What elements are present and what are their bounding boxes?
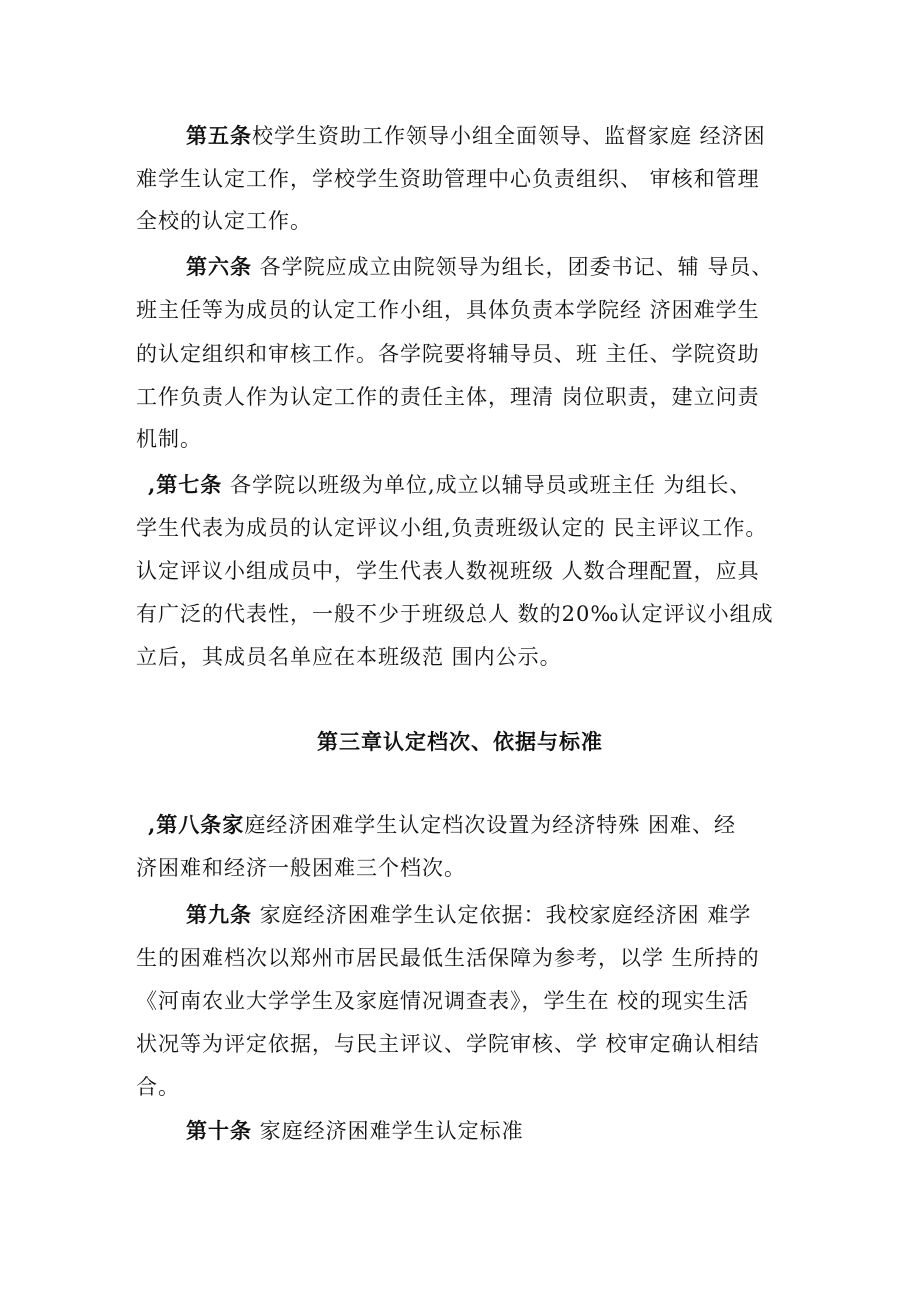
article-9-label: 第九条 [186, 902, 252, 927]
article-5-line-2: 难学生认定工作，学校学生资助管理中心负责组织、 审核和管理 [136, 167, 760, 191]
article-6-line-3: 的认定组织和审核工作。各学院要将辅导员、班 主任、学院资助 [136, 342, 760, 366]
article-6-line-1: 第六条 各学院应成立由院领导为组长，团委书记、辅 导员、 [186, 254, 774, 279]
article-8-label: ,第八条家 [148, 812, 245, 837]
article-9-line-1: 第九条 家庭经济困难学生认定依据：我校家庭经济困 难学 [186, 902, 752, 927]
article-9-line-5: 合。 [136, 1075, 180, 1099]
article-5-line-3: 全校的认定工作。 [136, 209, 312, 233]
article-6-label: 第六条 [186, 254, 252, 279]
article-6-line-5: 机制。 [136, 427, 202, 451]
article-10-line-1: 第十条 家庭经济困难学生认定标准 [186, 1118, 524, 1143]
article-8-line-1: ,第八条家庭经济困难学生认定档次设置为经济特殊 困难、经 [148, 812, 736, 837]
article-6-line-2: 班主任等为成员的认定工作小组，具体负责本学院经 济困难学生 [136, 298, 760, 322]
chapter-3-heading: 第三章认定档次、依据与标准 [317, 729, 603, 754]
article-5-line-1: 第五条校学生资助工作领导小组全面领导、监督家庭 经济困 [186, 123, 766, 148]
article-7-line-5: 立后，其成员名单应在本班级范 围内公示。 [136, 645, 562, 669]
article-7-line-1: ,第七条 各学院以班级为单位,成立以辅导员或班主任 为组长、 [148, 472, 752, 497]
article-7-line-3: 认定评议小组成员中，学生代表人数视班级 人数合理配置，应具 [136, 559, 760, 583]
article-9-line-2: 生的困难档次以郑州市居民最低生活保障为参考，以学 生所持的 [136, 946, 760, 970]
article-5-label: 第五条 [186, 123, 252, 148]
article-6-line-4: 工作负责人作为认定工作的责任主体，理清 岗位职责，建立问责 [136, 385, 760, 409]
article-7-line-4: 有广泛的代表性，一般不少于班级总人 数的20‰认定评议小组成 [136, 602, 774, 626]
article-8-line-2: 济困难和经济一般困难三个档次。 [136, 856, 466, 880]
article-9-line-3: 《河南农业大学学生及家庭情况调查表》，学生在 校的现实生活 [136, 989, 750, 1013]
article-7-line-2: 学生代表为成员的认定评议小组,负责班级认定的 民主评议工作。 [136, 516, 768, 540]
article-9-line-4: 状况等为评定依据，与民主评议、学院审核、学 校审定确认相结 [136, 1032, 760, 1056]
article-7-label: ,第七条 [148, 472, 223, 497]
article-10-label: 第十条 [186, 1118, 252, 1143]
